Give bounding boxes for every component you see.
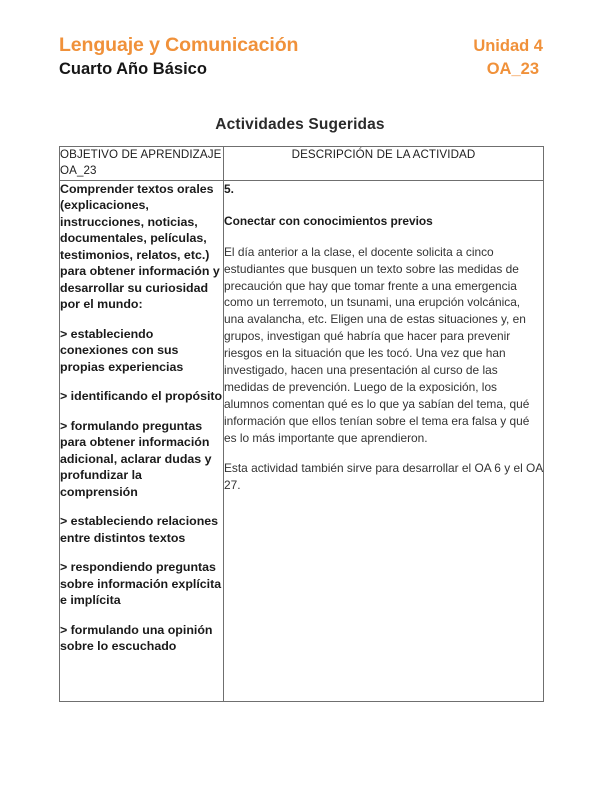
header-row-primary — [59, 34, 543, 57]
activity-number: 5. — [224, 181, 234, 196]
grade-level-label: Cuarto Año Básico — [59, 60, 207, 78]
oa-code-label: OA_23 — [486, 60, 539, 78]
table-header-row — [60, 147, 544, 181]
column-header-description: DESCRIPCIÓN DE LA ACTIVIDAD — [224, 147, 544, 181]
subject-title: Lenguaje y Comunicación — [59, 34, 299, 56]
section-title: Actividades Sugeridas — [215, 116, 385, 133]
objective-bullet-answering: > respondiendo preguntas sobre información explícita e implícita — [60, 560, 222, 608]
activity-description-cell — [224, 180, 544, 701]
table-row — [60, 180, 544, 701]
activity-paragraph-1: El día anterior a la clase, el docente solicita a cinco estudiantes que busquen un texto sobre las medidas de precaución que hay que tomar frente a una emergencia como un terremoto, un tsunami, una erupción volcánica, una avalancha, etc. Eligen una de estas situaciones y, en grupos, investigan qué habría que hacer para prevenir riesgos en la situación que les tocó. Una vez que han investigado, hacen una presentación al curso de las medidas de prevención. Luego de la exposición, los alumnos comentan qué es lo que ya sabían del tema, qué información que ellos tenían sobre el tema era falsa y qué es lo más importante que aprendieron. — [224, 244, 530, 445]
objective-cell — [60, 180, 224, 701]
activity-subtitle: Conectar con conocimientos previos — [224, 213, 433, 228]
header-row-secondary — [59, 60, 543, 79]
objective-bullet-relations: > estableciendo relaciones entre distintos textos — [60, 514, 219, 545]
column-header-objective: OBJETIVO DE APRENDIZAJE OA_23 — [60, 147, 224, 181]
objective-paragraph-main: Comprender textos orales (explicaciones, instrucciones, noticias, documentales, películas, testimonios, relatos, etc.) para obtener información y desarrollar su curiosidad por el mundo: — [60, 181, 220, 312]
document-header — [59, 34, 543, 82]
activities-table — [59, 146, 544, 702]
objective-bullet-questions: > formulando preguntas para obtener información adicional, aclarar dudas y profundizar la comprensión — [60, 418, 212, 499]
objective-bullet-purpose: > identificando el propósito — [60, 389, 223, 404]
activity-paragraph-2: Esta actividad también sirve para desarrollar el OA 6 y el OA 27. — [224, 460, 543, 492]
objective-bullet-connections: > estableciendo conexiones con sus propias experiencias — [60, 326, 184, 374]
objective-bullet-opinion: > formulando una opinión sobre lo escuchado — [60, 622, 213, 654]
unit-label: Unidad 4 — [473, 37, 543, 55]
